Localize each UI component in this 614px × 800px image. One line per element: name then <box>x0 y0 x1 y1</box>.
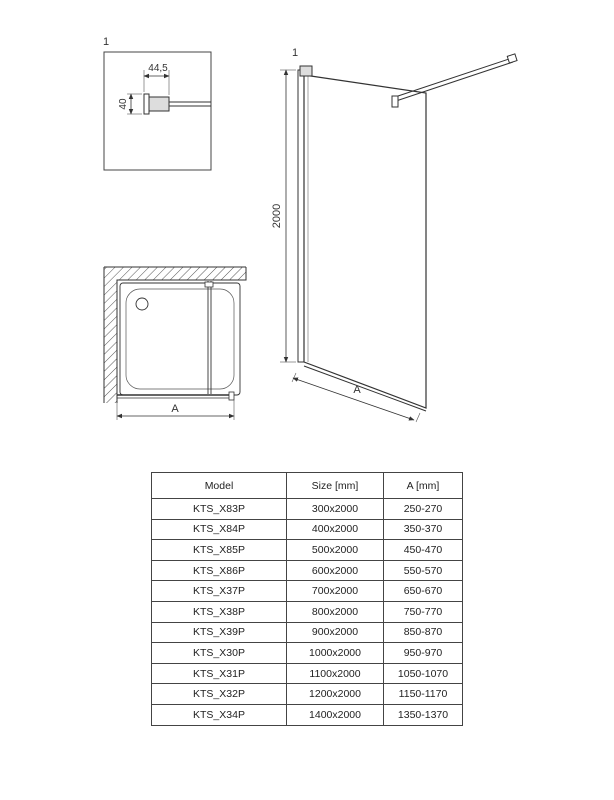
cell-size: 800x2000 <box>287 601 384 622</box>
top-bracket <box>300 66 312 76</box>
cell-model: KTS_X39P <box>152 622 287 643</box>
cell-model: KTS_X84P <box>152 519 287 540</box>
cell-size: 1400x2000 <box>287 704 384 725</box>
header-size: Size [mm] <box>287 473 384 499</box>
cell-a: 650-670 <box>384 581 463 602</box>
cell-model: KTS_X83P <box>152 499 287 520</box>
table-row <box>152 560 463 581</box>
table-row <box>152 643 463 664</box>
cell-size: 900x2000 <box>287 622 384 643</box>
cell-a: 550-570 <box>384 560 463 581</box>
table-row <box>152 684 463 705</box>
table-row <box>152 622 463 643</box>
cell-a: 850-870 <box>384 622 463 643</box>
bar-wall-mount <box>507 54 517 63</box>
cell-a: 450-470 <box>384 540 463 561</box>
detail-width-label: 44,5 <box>148 63 168 74</box>
cell-model: KTS_X30P <box>152 643 287 664</box>
header-a: A [mm] <box>384 473 463 499</box>
detail-height-label: 40 <box>118 98 129 110</box>
header-model: Model <box>152 473 287 499</box>
side-wall-hatch <box>104 280 117 403</box>
top-view <box>104 267 246 420</box>
detail-bracket-plate <box>144 94 149 114</box>
cell-model: KTS_X86P <box>152 560 287 581</box>
cell-a: 750-770 <box>384 601 463 622</box>
detail-callout-label: 1 <box>103 36 110 48</box>
cell-size: 300x2000 <box>287 499 384 520</box>
cell-model: KTS_X31P <box>152 663 287 684</box>
table-row <box>152 540 463 561</box>
cell-model: KTS_X37P <box>152 581 287 602</box>
cell-model: KTS_X34P <box>152 704 287 725</box>
cell-size: 700x2000 <box>287 581 384 602</box>
cell-size: 1000x2000 <box>287 643 384 664</box>
cell-size: 400x2000 <box>287 519 384 540</box>
cell-size: 500x2000 <box>287 540 384 561</box>
cell-model: KTS_X85P <box>152 540 287 561</box>
table-row <box>152 704 463 725</box>
bar-clamp <box>392 96 398 107</box>
table-row <box>152 581 463 602</box>
cell-a: 950-970 <box>384 643 463 664</box>
cell-a: 1350-1370 <box>384 704 463 725</box>
table-row <box>152 663 463 684</box>
glass-panel <box>304 75 426 408</box>
side-width-label: A <box>353 384 361 396</box>
side-view <box>271 47 517 422</box>
table-row <box>152 601 463 622</box>
table-row <box>152 499 463 520</box>
shower-tray-inner <box>126 289 234 389</box>
cell-size: 1100x2000 <box>287 663 384 684</box>
model-size-table <box>151 472 463 726</box>
cell-size: 1200x2000 <box>287 684 384 705</box>
cell-a: 250-270 <box>384 499 463 520</box>
side-callout-label: 1 <box>291 47 299 59</box>
cell-model: KTS_X32P <box>152 684 287 705</box>
cell-a: 1150-1170 <box>384 684 463 705</box>
height-dimension-label: 2000 <box>271 203 283 229</box>
table-header-row <box>152 473 463 499</box>
cell-model: KTS_X38P <box>152 601 287 622</box>
back-wall-hatch <box>104 267 246 280</box>
cell-a: 1050-1070 <box>384 663 463 684</box>
cell-size: 600x2000 <box>287 560 384 581</box>
detail-view <box>103 36 211 170</box>
cell-a: 350-370 <box>384 519 463 540</box>
table-row <box>152 519 463 540</box>
top-width-label: A <box>171 403 179 415</box>
detail-bracket-body <box>149 97 169 111</box>
drain-icon <box>136 298 148 310</box>
wall-profile <box>298 70 304 362</box>
